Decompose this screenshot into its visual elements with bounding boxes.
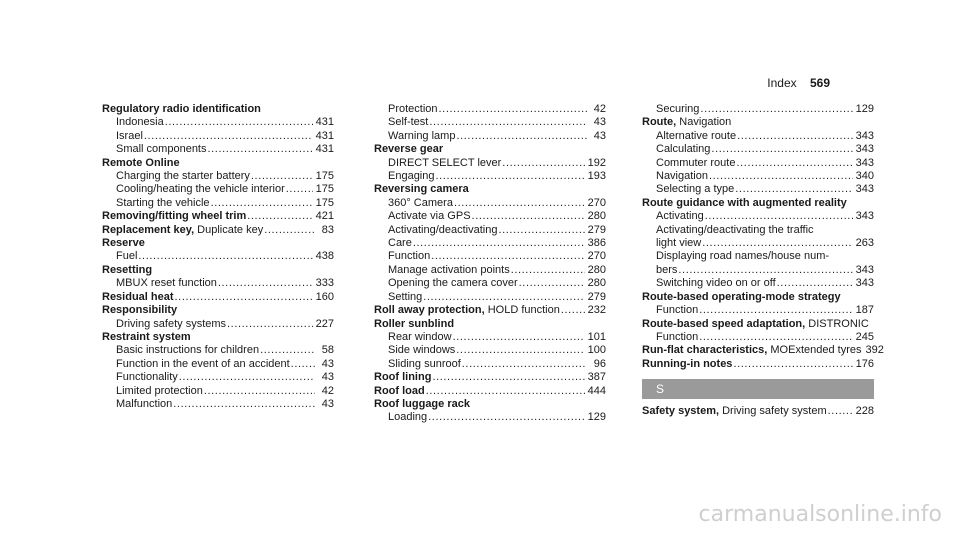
page-reference[interactable]: 343 (855, 277, 874, 290)
page-reference[interactable]: 343 (855, 129, 874, 142)
index-entry-text: Commuter route (656, 156, 736, 169)
page-number: 569 (809, 76, 830, 90)
index-entry-term: Running-in notes (642, 357, 733, 370)
index-subentry[interactable] (102, 277, 334, 290)
page-reference[interactable]: 392 (865, 344, 884, 357)
index-entry[interactable] (642, 318, 874, 331)
index-entry-text: MBUX reset function (116, 277, 217, 290)
section-letter-bar: S (642, 379, 874, 399)
index-entry-text: Navigation (656, 170, 708, 183)
page-reference[interactable]: 263 (855, 237, 874, 250)
index-heading: Roller sunblind (374, 317, 455, 330)
index-entry-text (642, 116, 731, 129)
leader-dots (175, 291, 313, 304)
page-reference[interactable]: 438 (315, 250, 334, 263)
leader-dots (678, 264, 852, 277)
leader-dots (439, 103, 587, 116)
index-entry-term: Roof lining (374, 371, 432, 384)
leader-dots (511, 264, 585, 277)
leader-dots (699, 331, 852, 344)
leader-dots (519, 277, 585, 290)
page-reference[interactable]: 343 (855, 183, 874, 196)
index-subentry[interactable] (642, 210, 874, 223)
index-subentry[interactable] (102, 358, 334, 371)
index-subentry[interactable] (642, 237, 874, 250)
page-reference[interactable]: 343 (855, 210, 874, 223)
index-subentry[interactable] (102, 250, 334, 263)
index-heading: Roof luggage rack (374, 397, 470, 410)
leader-dots (436, 170, 585, 183)
index-subentry[interactable] (102, 183, 334, 196)
leader-dots (456, 130, 587, 143)
index-entry[interactable] (374, 371, 606, 384)
index-subentry[interactable] (374, 224, 606, 237)
index-subentry[interactable] (102, 371, 334, 384)
index-entry[interactable] (642, 405, 874, 418)
leader-dots (498, 224, 584, 237)
leader-dots (777, 277, 853, 290)
page-reference[interactable]: 96 (593, 357, 606, 370)
index-subentry[interactable] (374, 210, 606, 223)
leader-dots (423, 291, 584, 304)
index-entry-text: Setting (388, 290, 423, 303)
index-subentry[interactable] (642, 103, 874, 116)
page-reference[interactable]: 333 (315, 277, 334, 290)
index-entry-qualifier: Duplicate key (194, 223, 264, 236)
page-reference[interactable]: 280 (587, 263, 606, 276)
index-subentry[interactable] (374, 277, 606, 290)
index-entry-text (642, 358, 732, 371)
page-reference[interactable]: 193 (587, 170, 606, 183)
leader-dots (828, 405, 853, 418)
leader-dots (247, 210, 312, 223)
index-entry-text: Function in the event of an accident (116, 357, 290, 370)
index-subentry[interactable] (102, 197, 334, 210)
index-subentry[interactable] (374, 264, 606, 277)
index-entry-text (374, 385, 425, 398)
index-heading: Reverse gear (374, 143, 444, 156)
page-reference[interactable]: 187 (855, 304, 874, 317)
page-reference[interactable]: 343 (855, 156, 874, 169)
index-entry-term: Roof load (374, 384, 425, 397)
index-heading: Responsibility (102, 304, 178, 317)
leader-dots (736, 157, 852, 170)
index-entry-text: Indonesia (116, 116, 164, 129)
leader-dots (264, 224, 315, 237)
leader-dots (204, 385, 315, 398)
page-reference[interactable]: 160 (315, 290, 334, 303)
index-subentry-continued: Activating/deactivating the traffic (656, 223, 814, 236)
index-entry-text (642, 405, 827, 418)
index-subentry[interactable] (102, 143, 334, 156)
index-entry-term: Removing/fitting wheel trim (102, 210, 247, 223)
index-entry[interactable] (102, 224, 334, 237)
index-subentry[interactable] (102, 318, 334, 331)
page-reference[interactable]: 100 (587, 344, 606, 357)
index-heading: Remote Online (102, 156, 180, 169)
page-reference[interactable]: 386 (587, 237, 606, 250)
index-entry-term: Run-flat characteristics, (642, 344, 768, 357)
leader-dots (173, 398, 315, 411)
index-label: Index (767, 76, 797, 90)
index-entry-text: Selecting a type (656, 183, 735, 196)
index-entry-text: Loading (388, 411, 428, 424)
leader-dots (211, 197, 313, 210)
page-reference[interactable]: 175 (315, 196, 334, 209)
page-reference[interactable]: 58 (321, 344, 334, 357)
page-reference[interactable]: 227 (315, 317, 334, 330)
index-heading: Reversing camera (374, 183, 469, 196)
index-entry-qualifier: MOExtended tyres (767, 344, 862, 357)
index-entry-text (102, 224, 263, 237)
index-column-3 (642, 103, 884, 419)
index-entry[interactable] (102, 210, 334, 223)
leader-dots (709, 170, 853, 183)
page-reference[interactable]: 280 (587, 277, 606, 290)
index-entry-term: Route-based speed adaptation, (642, 317, 806, 330)
index-entry[interactable] (102, 291, 334, 304)
index-entry-text: Switching video on or off (656, 277, 776, 290)
index-entry-text: Rear window (388, 330, 452, 343)
leader-dots (208, 143, 313, 156)
index-heading: Resetting (102, 263, 153, 276)
leader-dots (251, 170, 313, 183)
index-subentry[interactable] (374, 116, 606, 129)
page-reference[interactable]: 232 (587, 304, 606, 317)
page-reference[interactable]: 101 (587, 330, 606, 343)
watermark: carmanualsonline.info (698, 502, 942, 527)
leader-dots (737, 130, 853, 143)
page-reference[interactable]: 42 (593, 103, 606, 115)
index-entry-text: Limited protection (116, 384, 203, 397)
index-entry-text: Care (388, 237, 412, 250)
leader-dots (431, 250, 584, 263)
page-reference[interactable]: 43 (321, 397, 334, 410)
page-reference[interactable]: 83 (321, 223, 334, 236)
index-entry[interactable] (642, 116, 874, 129)
index-entry-text: 360° Camera (388, 196, 453, 209)
index-subentry[interactable] (642, 183, 874, 196)
index-entry-qualifier: DISTRONIC (805, 317, 869, 330)
leader-dots (735, 183, 852, 196)
index-entry-text: Calculating (656, 143, 711, 156)
page-reference[interactable]: 431 (315, 143, 334, 156)
index-subentry[interactable] (642, 157, 874, 170)
index-entry-text: Engaging (388, 170, 435, 183)
leader-dots (138, 250, 312, 263)
index-entry-text: Activating/deactivating (388, 223, 498, 236)
index-entry[interactable] (642, 344, 884, 357)
page-reference[interactable]: 280 (587, 210, 606, 223)
index-subentry[interactable] (374, 130, 606, 143)
index-subentry[interactable] (374, 331, 606, 344)
index-subentry[interactable] (642, 264, 874, 277)
index-entry-qualifier: Navigation (676, 116, 732, 129)
index-entry-text: Israel (116, 129, 143, 142)
index-subentry[interactable] (374, 237, 606, 250)
leader-dots (699, 304, 852, 317)
index-entry-text: Functionality (116, 371, 178, 384)
page-reference[interactable]: 279 (587, 223, 606, 236)
index-entry-text: Securing (656, 103, 700, 115)
index-entry[interactable] (374, 385, 606, 398)
index-subentry[interactable] (374, 291, 606, 304)
index-entry-text: Charging the starter battery (116, 170, 250, 183)
index-heading: Reserve (102, 237, 145, 250)
page-reference[interactable]: 431 (315, 129, 334, 142)
index-heading: Route guidance with augmented reality (642, 196, 847, 209)
page-reference[interactable]: 279 (587, 290, 606, 303)
index-entry-text: Small components (116, 143, 207, 156)
index-entry-text: Fuel (116, 250, 138, 263)
page-reference[interactable]: 340 (855, 170, 874, 183)
index-entry-qualifier: Driving safety system (719, 405, 827, 418)
page-reference[interactable]: 245 (855, 330, 874, 343)
index-entry-qualifier: HOLD function (484, 304, 560, 317)
leader-dots (502, 157, 584, 170)
page-reference[interactable]: 129 (587, 411, 606, 424)
index-subentry[interactable] (642, 170, 874, 183)
leader-dots (705, 210, 853, 223)
page-reference[interactable]: 176 (855, 357, 874, 370)
index-entry-text: light view (656, 237, 702, 250)
page-reference[interactable]: 43 (593, 129, 606, 142)
index-entry-text: Protection (388, 103, 438, 115)
page-reference[interactable]: 175 (315, 183, 334, 196)
index-entry-text: Function (388, 250, 431, 263)
page-reference[interactable]: 192 (587, 156, 606, 169)
index-entry-text (102, 291, 174, 304)
leader-dots (432, 371, 584, 384)
index-entry-text: Warning lamp (388, 129, 456, 142)
leader-dots (711, 143, 852, 156)
page-reference[interactable]: 175 (315, 170, 334, 183)
leader-dots (144, 130, 313, 143)
index-subentry[interactable] (642, 304, 874, 317)
page-reference[interactable]: 228 (855, 405, 874, 418)
index-entry-text: Driving safety systems (116, 317, 227, 330)
index-entry-term: Safety system, (642, 405, 720, 418)
page-reference[interactable]: 129 (855, 103, 874, 115)
index-subentry[interactable] (642, 130, 874, 143)
page-reference[interactable]: 270 (587, 196, 606, 209)
leader-dots (227, 318, 313, 331)
index-entry-term: Replacement key, (102, 223, 195, 236)
index-subentry[interactable] (102, 116, 334, 129)
index-subentry[interactable] (102, 170, 334, 183)
page-reference[interactable]: 444 (587, 384, 606, 397)
index-entry-text: Activating (656, 210, 704, 223)
index-subentry[interactable] (374, 250, 606, 263)
index-heading: Route-based operating-mode strategy (642, 290, 841, 303)
index-subentry[interactable] (374, 344, 606, 357)
index-entry-text: Starting the vehicle (116, 196, 210, 209)
index-subentry[interactable] (374, 358, 606, 371)
leader-dots (702, 237, 852, 250)
index-entry-text: Self-test (388, 116, 429, 129)
index-entry-text (374, 304, 560, 317)
index-subentry[interactable] (374, 411, 606, 424)
index-column-1 (102, 103, 334, 411)
index-entry-text (642, 318, 869, 331)
index-entry-term: Roll away protection, (374, 304, 485, 317)
index-entry-text: Alternative route (656, 129, 737, 142)
index-entry-text (642, 344, 861, 357)
index-entry-text: DIRECT SELECT lever (388, 156, 502, 169)
index-heading: Restraint system (102, 330, 191, 343)
index-entry-text: Sliding sunroof (388, 357, 461, 370)
leader-dots (260, 344, 315, 357)
index-subentry[interactable] (102, 344, 334, 357)
index-subentry-continued: Displaying road names/house num- (656, 250, 830, 263)
page-reference[interactable]: 43 (321, 371, 334, 384)
leader-dots (165, 116, 313, 129)
index-entry-text: Basic instructions for children (116, 344, 260, 357)
index-entry-text: Manage activation points (388, 263, 510, 276)
leader-dots (286, 183, 313, 196)
index-subentry[interactable] (102, 130, 334, 143)
index-entry-text: Cooling/heating the vehicle interior (116, 183, 285, 196)
leader-dots (454, 197, 585, 210)
leader-dots (456, 344, 584, 357)
page-reference[interactable]: 42 (321, 384, 334, 397)
index-entry-text: Opening the camera cover (388, 277, 518, 290)
index-entry-term: Residual heat (102, 290, 174, 303)
index-entry-text: bers (656, 263, 678, 276)
page-reference[interactable]: 43 (321, 357, 334, 370)
page-reference[interactable]: 270 (587, 250, 606, 263)
index-entry-text: Function (656, 330, 699, 343)
leader-dots (429, 116, 587, 129)
leader-dots (472, 210, 585, 223)
leader-dots (428, 411, 584, 424)
index-heading: Regulatory radio identification (102, 103, 261, 115)
index-entry-text: Function (656, 304, 699, 317)
index-entry-text (374, 371, 431, 384)
leader-dots (700, 103, 852, 116)
page-reference[interactable]: 43 (593, 116, 606, 129)
index-subentry[interactable] (642, 277, 874, 290)
index-column-2 (374, 103, 606, 425)
index-subentry[interactable] (102, 385, 334, 398)
index-entry-text: Activate via GPS (388, 210, 471, 223)
leader-dots (453, 331, 585, 344)
leader-dots (426, 385, 585, 398)
leader-dots (218, 277, 313, 290)
index-entry[interactable] (374, 304, 606, 317)
page-reference[interactable]: 387 (587, 371, 606, 384)
page-reference[interactable]: 343 (855, 263, 874, 276)
index-subentry[interactable] (374, 170, 606, 183)
index-subentry[interactable] (642, 143, 874, 156)
page-header (767, 76, 830, 90)
index-entry-text: Side windows (388, 344, 456, 357)
index-entry-term: Route, (642, 116, 677, 129)
index-subentry[interactable] (374, 197, 606, 210)
index-subentry[interactable] (374, 103, 606, 116)
leader-dots (462, 358, 587, 371)
index-entry-text (102, 210, 246, 223)
index-subentry[interactable] (102, 398, 334, 411)
index-entry[interactable] (642, 358, 874, 371)
leader-dots (291, 358, 315, 371)
page-reference[interactable]: 421 (315, 210, 334, 223)
index-subentry[interactable] (642, 331, 874, 344)
index-entry-text: Malfunction (116, 397, 173, 410)
page-reference[interactable]: 431 (315, 116, 334, 129)
page-reference[interactable]: 343 (855, 143, 874, 156)
leader-dots (561, 304, 585, 317)
index-subentry[interactable] (374, 157, 606, 170)
leader-dots (413, 237, 585, 250)
leader-dots (179, 371, 315, 384)
leader-dots (733, 358, 852, 371)
